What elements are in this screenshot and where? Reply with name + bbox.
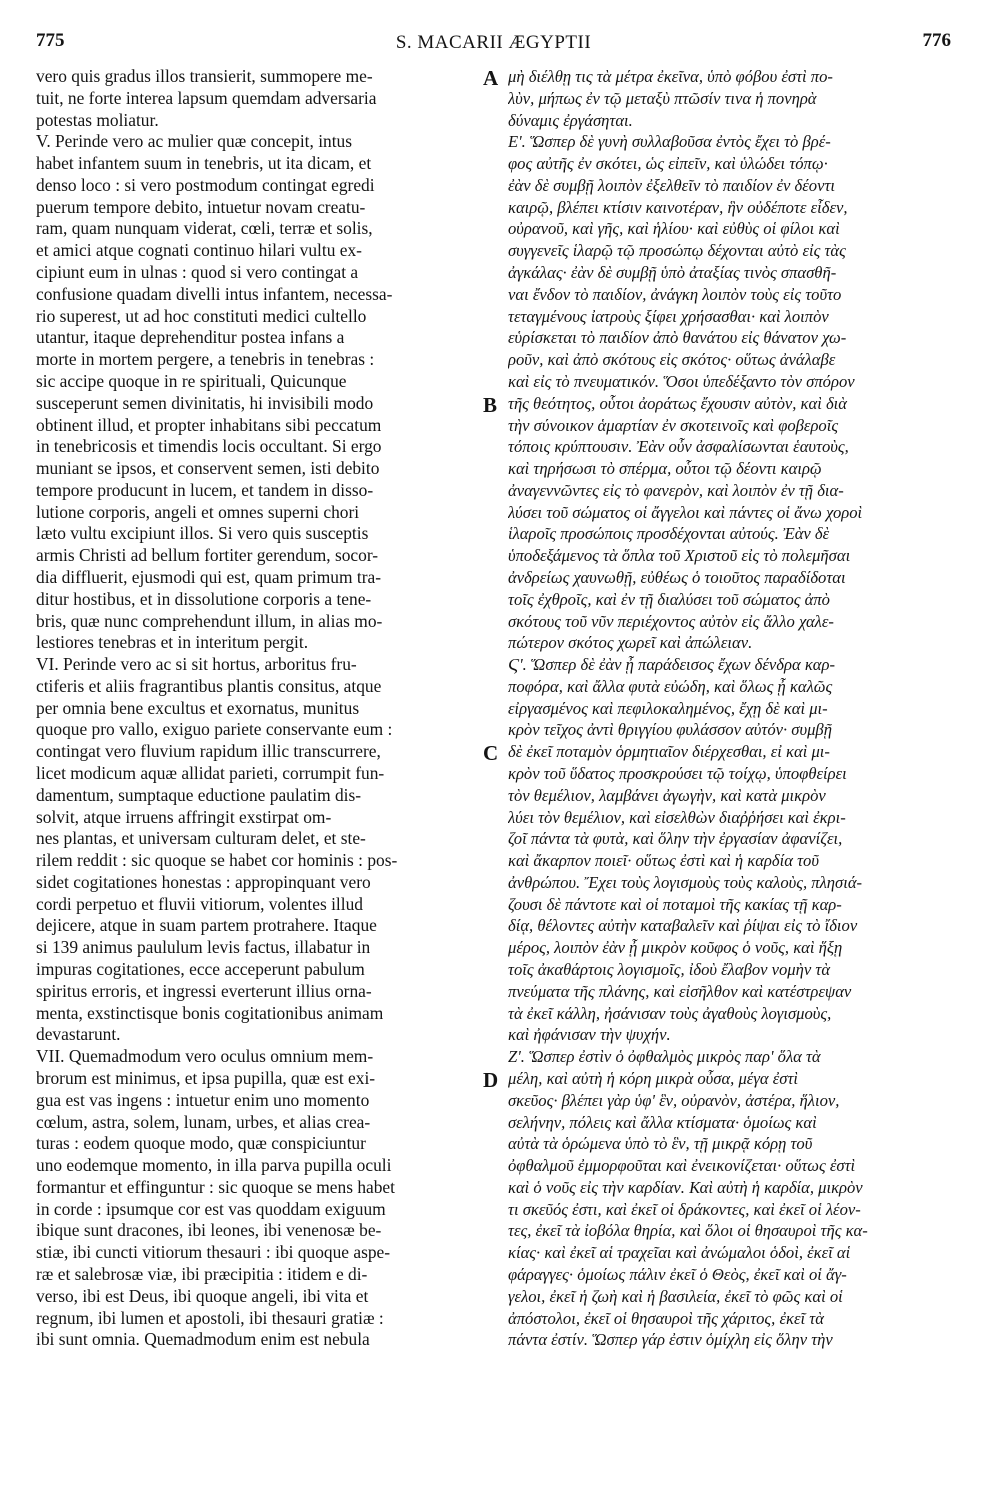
latin-text-line: armis Christi ad bellum fortiter gerendum, socor- (36, 545, 379, 566)
greek-text-line: ἀπόστολοι, ἐκεῖ οἱ θησαυροὶ τῆς χάριτος, ἐκεῖ τὰ (508, 1308, 824, 1328)
greek-text-line: ποφόρα, καὶ ἄλλα φυτὰ εὐώδη, καὶ ὅλως ᾖ καλῶς (508, 676, 833, 696)
greek-text-line: καὶ τηρήσωσι τὸ σπέρμα, οὗτοι τῷ δέοντι καιρῷ (508, 459, 822, 479)
latin-text-line: verso, ibi est Deus, ibi quoque angeli, ibi vita et (36, 1285, 369, 1306)
latin-text-line: confusione quadam divelli intus infantem, necessa- (36, 283, 393, 304)
greek-text-line: σκότους τοῦ νῦν περιέχοντος αὐτὸν εἰς ἄλλο χαλε- (508, 611, 834, 631)
greek-text-line: κρὸν τεῖχος ἀντὶ θριγγίου φυλάσσον αὐτόν· συμβῇ (508, 720, 832, 740)
latin-text-line: ctiferis et aliis fragrantibus plantis consitus, atque (36, 675, 382, 696)
latin-text-line: uno eodemque momento, in illa parva pupilla oculi (36, 1155, 392, 1176)
greek-text-line: ὀφθαλμοῦ ἐμμορφοῦται καὶ ἐνεικονίζεται· οὕτως ἐστὶ (508, 1156, 856, 1176)
greek-text-line: Ζ'. Ὥσπερ ἐστὶν ὁ ὀφθαλμὸς μικρὸς παρ' ὅλα τὰ (508, 1047, 821, 1067)
latin-text-line: rilem reddit : sic quoque se habet cor hominis : pos- (36, 850, 398, 871)
page-header (0, 30, 987, 60)
greek-text-line: ἀναγεννῶντες εἰς τὸ φανερὸν, καὶ λοιπὸν ἐν τῇ δια- (508, 480, 844, 500)
page-number-right: 776 (922, 30, 951, 51)
greek-text-line: μὴ διέλθῃ τις τὰ μέτρα ἐκεῖνα, ὑπὸ φόβου ἐστὶ πο- (508, 67, 833, 86)
greek-text-line: οὐρανοῦ, καὶ γῆς, καὶ ἡλίου· καὶ εὐθὺς οἱ φίλοι καὶ (508, 219, 840, 239)
latin-text-line: morte in mortem pergere, a tenebris in tenebras : (36, 349, 375, 370)
latin-text-line: stiæ, ibi cuncti vitiorum thesauri : ibi quoque aspe- (36, 1242, 391, 1263)
latin-text-line: obtinent illud, et propter inhabitans sibi peccatum (36, 414, 382, 435)
greek-text-line: φος αὐτῆς ἐν σκότει, ὡς εἰπεῖν, καὶ ὑλώδει τόπῳ· (508, 154, 828, 174)
latin-text-line: gua est vas ingens : intuetur enim uno momento (36, 1089, 370, 1110)
latin-column (36, 66, 486, 1351)
greek-text-line: Ε'. Ὥσπερ δὲ γυνὴ συλλαβοῦσα ἐντὸς ἔχει τὸ βρέ- (508, 132, 831, 152)
latin-text-line: dejicere, atque in suam partem protrahere. Itaque (36, 915, 377, 936)
latin-text-line: susceperunt semen divinitatis, hi invisibili modo (36, 392, 374, 413)
latin-text-line: lutione corporis, angeli et omnes superni chori (36, 501, 360, 522)
greek-text-line: ἱλαροῖς προσώποις προσδέχονται αὐτούς. Ἐὰν δὲ (508, 524, 830, 544)
latin-text-line: denso loco : si vero postmodum contingat egredi (36, 174, 375, 195)
greek-text-line: πνεύματα τῆς πλάνης, καὶ εἰσῆλθον καὶ κατέστρεψαν (508, 981, 852, 1001)
latin-text-line: sic accipe quoque in re spirituali, Quicunque (36, 370, 347, 391)
latin-text-line: utantur, itaque deprehenditur postea infans a (36, 327, 345, 348)
greek-text-line: καιρῷ, βλέπει κτίσιν καινοτέραν, ἣν οὐδέποτε εἶδεν, (508, 197, 848, 217)
latin-text-line: formantur et effinguntur : sic quoque se mens habet (36, 1176, 395, 1197)
latin-text-line: devastarunt. (36, 1024, 121, 1045)
greek-text-line: δύναμις ἐργάσηται. (508, 110, 633, 130)
latin-text-line: sidet cogitationes honestas : appropinquant vero (36, 871, 371, 892)
greek-text-line: τοῖς ἐχθροῖς, καὶ ἐν τῇ διαλύσει τοῦ σώματος ἀπὸ (508, 589, 830, 609)
margin-letter: A (483, 66, 499, 90)
greek-text-line: σελήνην, πόλεις καὶ ἄλλα κτίσματα· ὁμοίως καὶ (508, 1112, 817, 1132)
greek-text-line: συγγενεῖς ἱλαρῷ τῷ προσώπῳ δέχονται αὐτὸ εἰς τὰς (508, 241, 846, 261)
greek-text-line: πώτερον σκότος χωρεῖ καὶ ἀπώλειαν. (508, 633, 753, 653)
greek-text-line: ἐὰν δὲ συμβῇ λοιπὸν ἐξελθεῖν τὸ παιδίον ἐν δέοντι (508, 175, 836, 195)
latin-text-line: muniant se ipsos, et conservent semen, isti debito (36, 458, 380, 479)
page-number-left: 775 (36, 30, 65, 51)
latin-text-line: spiritus erroris, et ingressi everterunt illius orna- (36, 980, 372, 1001)
latin-text-line: si 139 animus paululum levis factus, illabatur in (36, 937, 371, 958)
latin-text-line: brorum est minimus, et ipsa pupilla, quæ est exi- (36, 1067, 376, 1088)
greek-text-line: ζοῖ πάντα τὰ φυτὰ, καὶ ὅλην τὴν ἐργασίαν ἀφανίζει, (508, 829, 843, 849)
greek-text-line: μέρος, λοιπὸν ἐὰν ᾖ μικρὸν κοῦφος ὁ νοῦς, καὶ ἥξῃ (508, 938, 843, 958)
greek-text-line: σκεῦος· βλέπει γὰρ ὑφ' ἓν, οὐρανὸν, ἀστέρα, ἥλιον, (508, 1090, 840, 1110)
latin-text-line: vero quis gradus illos transierit, summopere me- (36, 66, 373, 86)
greek-text-line: καὶ ἄκαρπον ποιεῖ· οὕτως ἐστὶ καὶ ἡ καρδία τοῦ (508, 851, 819, 871)
margin-letter: D (483, 1067, 499, 1092)
greek-text-line: τῆς θεότητος, οὗτοι ἀοράτως ἔχουσιν αὐτὸν, καὶ διὰ (508, 393, 848, 413)
greek-text-line: τοῖς ἀκαθάρτοις λογισμοῖς, ἰδοὺ ἔλαβον νομὴν τὰ (508, 960, 831, 980)
latin-text-line: lestiores tenebras et in interitum pergit. (36, 632, 309, 653)
greek-text-line: τὴν σύνοικον ἁμαρτίαν ἐν σκοτεινοῖς καὶ φοβεροῖς (508, 415, 839, 435)
latin-text-line: regnum, ibi lumen et apostoli, ibi thesauri gratiæ : (36, 1307, 384, 1328)
latin-text-line: læto vultu excipiunt illos. Si vero quis susceptis (36, 523, 369, 544)
latin-text-line: damentum, sumptaque eductione paulatim dis- (36, 784, 362, 805)
latin-text-line: et amici atque cognati continuo hilari vultu ex- (36, 240, 362, 261)
latin-text-line: per omnia bene excultus et exornatus, munitus (36, 697, 360, 718)
greek-text-line: γελοι, ἐκεῖ ἡ ζωὴ καὶ ἡ βασιλεία, ἐκεῖ τὸ φῶς καὶ οἱ (508, 1286, 843, 1306)
latin-text-line: nes plantas, et universam culturam delet, et ste- (36, 828, 366, 849)
greek-text-line: καὶ ὁ νοῦς εἰς τὴν καρδίαν. Καὶ αὐτὴ ἡ καρδία, μικρὸν (508, 1177, 863, 1197)
greek-text-line: λύει τὸν θεμέλιον, καὶ εἰσελθὼν διαῤῥήσει καὶ ἐκρι- (508, 807, 846, 827)
margin-letter: B (483, 392, 498, 417)
greek-text-line: ἀνθρώπου. Ἔχει τοὺς λογισμοὺς τοὺς καλοὺς, πλησιά- (508, 872, 863, 892)
latin-text-line: ibi sunt omnia. Quemadmodum enim est nebula (36, 1329, 370, 1350)
latin-text-line: ditur hostibus, et in dissolutione corporis a tene- (36, 588, 372, 609)
greek-text-line: κρὸν τοῦ ὕδατος προσκρούσει τῷ τοίχῳ, ὑποφθείρει (508, 764, 847, 783)
latin-text-line: cipiunt eum in ulnas : quod si vero contingat a (36, 262, 359, 283)
greek-text-line: λύσει τοῦ σώματος οἱ ἄγγελοι καὶ πάντες οἱ ἄνω χοροὶ (508, 502, 863, 522)
greek-text-line: ἀγκάλας· ἐὰν δὲ συμβῇ ὑπὸ ἀταξίας τινὸς σπασθῆ- (508, 263, 837, 283)
greek-text-line: ροῦν, καὶ ἀπὸ σκότους εἰς σκότος· οὕτως ἀνάλαβε (508, 350, 836, 370)
latin-text-line: contingat vero fluvium rapidum illic transcurrere, (36, 741, 381, 762)
latin-text-line: dia diffluerit, ejusmodi qui est, quam primum tra- (36, 566, 382, 587)
latin-text-line: habet infantem suum in tenebris, ut ita dicam, et (36, 153, 372, 174)
greek-text-line: τόποις κρύπτουσιν. Ἐὰν οὖν ἀσφαλίσωνται ἑαυτοὺς, (508, 437, 849, 457)
latin-text-line: in corde : ipsumque cor est vas quoddam exiguum (36, 1198, 386, 1219)
latin-text-line: impuras cogitationes, ecce acceperunt pabulum (36, 959, 365, 980)
latin-text-line: menta, exstinctisque bonis cogitationibus animam (36, 1002, 384, 1023)
greek-text-line: τεταγμένους ἰατροὺς ξίφει χρήσασθαι· καὶ λοιπὸν (508, 306, 829, 326)
greek-text-line: εὑρίσκεται τὸ παιδίον ἀπὸ θανάτου εἰς θάνατον χω- (508, 328, 847, 348)
latin-text-line: tuit, ne forte interea lapsum quemdam adversaria (36, 87, 377, 108)
greek-text-line: τὸν θεμέλιον, λαμβάνει ἀγωγὴν, καὶ κατὰ μικρὸν (508, 785, 826, 805)
latin-text-line: VII. Quemadmodum vero oculus omnium mem- (36, 1046, 374, 1067)
margin-letter: C (483, 741, 499, 766)
latin-text-line: rio superest, ut ad hoc constituti medici cultello (36, 305, 367, 326)
latin-text-line: solvit, atque irruens affringit exstirpat om- (36, 806, 332, 827)
greek-text-line: λὺν, μήπως ἐν τῷ μεταξὺ πτῶσίν τινα ἡ πονηρὰ (508, 88, 817, 108)
latin-text-line: in tenebricosis et timendis locis occultant. Si ergo (36, 436, 382, 457)
greek-text-line: κίας· καὶ ἐκεῖ αἱ τραχεῖαι καὶ ἀνώμαλοι ὁδοὶ, ἐκεῖ αἱ (508, 1243, 851, 1263)
latin-text-line: puerum tempore debito, intuetur novam creatu- (36, 196, 366, 217)
greek-text-line: ζουσι δὲ πάντοτε καὶ οἱ ποταμοὶ τῆς κακίας τῇ καρ- (508, 894, 842, 914)
greek-text-line: τες, ἐκεῖ τὰ ἰοβόλα θηρία, καὶ ὅλοι οἱ θησαυροὶ τῆς κα- (508, 1221, 868, 1241)
greek-text-line: τι σκεῦός ἐστι, καὶ ἐκεῖ οἱ δράκοντες, καὶ ἐκεῖ οἱ λέον- (508, 1199, 861, 1219)
greek-text-line: πάντα ἐστίν. Ὥσπερ γάρ ἐστιν ὁμίχλη εἰς ὅλην τὴν (508, 1330, 833, 1350)
greek-column (508, 66, 956, 1351)
greek-text-line: δὲ ἐκεῖ ποταμὸν ὁρμητιαῖον διέρχεσθαι, εἰ καὶ μι- (508, 742, 830, 762)
greek-text-line: ἀνδρείως χαυνωθῇ, εὐθέως ὁ τοιοῦτος παραδίδοται (508, 567, 846, 587)
greek-text-line: ναι ἔνδον τὸ παιδίον, ἀνάγκη λοιπὸν τοὺς εἰς τοῦτο (508, 284, 842, 304)
greek-text-line: ὑποδεξάμενος τὰ ὅπλα τοῦ Χριστοῦ εἰς τὸ πολεμῆσαι (508, 546, 851, 566)
latin-text-line: cœlum, astra, solem, lunam, urbes, et alias crea- (36, 1111, 371, 1132)
latin-text-line: cordi perpetuo et fluvii vitiorum, volentes illud (36, 893, 363, 914)
latin-text-line: tempore producunt in lucem, et tandem in disso- (36, 479, 374, 500)
latin-text-line: ram, quam nunquam viderat, cœli, terræ et solis, (36, 218, 373, 239)
latin-text-line: ibique sunt dracones, ibi leones, ibi venenosæ be- (36, 1220, 382, 1241)
greek-text-line: μέλη, καὶ αὐτὴ ἡ κόρη μικρὰ οὖσα, μέγα ἐστὶ (508, 1068, 799, 1088)
latin-text-line: ræ et salebrosæ viæ, ibi præcipitia : itidem e di- (36, 1263, 368, 1284)
greek-text-line: τὰ ἐκεῖ κάλλη, ἠσάνισαν τοὺς ἀγαθοὺς λογισμοὺς, (508, 1003, 832, 1023)
running-title: S. MACARII ÆGYPTII (395, 32, 592, 53)
greek-text-line: καὶ εἰς τὸ πνευματικόν. Ὅσοι ὑπεδέξαντο τὸν σπόρον (508, 371, 855, 391)
latin-text-line: VI. Perinde vero ac si sit hortus, arboritus fru- (36, 654, 357, 675)
greek-text-line: δίᾳ, θέλοντες αὐτὴν καταβαλεῖν καὶ ῥίψαι εἰς τὸ ἴδιον (508, 916, 858, 936)
greek-text-line: εἰργασμένος καὶ πεφιλοκαλημένος, ἔχῃ δὲ καὶ μι- (508, 698, 828, 718)
greek-text-line: Ϛ'. Ὥσπερ δὲ ἐὰν ᾖ παράδεισος ἔχων δένδρα καρ- (508, 655, 835, 675)
greek-text-line: φάραγγες· ὁμοίως πάλιν ἐκεῖ ὁ Θεὸς, ἐκεῖ καὶ οἱ ἄγ- (508, 1264, 847, 1284)
latin-text-line: potestas moliatur. (36, 109, 159, 130)
latin-text-line: licet modicum aquæ allidat parieti, corrumpit fun- (36, 763, 385, 783)
latin-text-line: quoque pro vallo, exiguo pariete conservante eum : (36, 719, 393, 740)
latin-text-line: turas : eodem quoque modo, quæ conspiciuntur (36, 1133, 366, 1154)
greek-text-line: καὶ ἠφάνισαν τὴν ψυχήν. (508, 1025, 671, 1045)
latin-text-line: V. Perinde vero ac mulier quæ concepit, intus (36, 131, 353, 152)
latin-text-line: bris, quæ nunc comprehendunt illum, in alias mo- (36, 610, 383, 631)
greek-text-line: αὐτὰ τὰ ὁρώμενα ὑπὸ τὸ ἓν, τῇ μικρᾷ κόρῃ τοῦ (508, 1134, 813, 1154)
